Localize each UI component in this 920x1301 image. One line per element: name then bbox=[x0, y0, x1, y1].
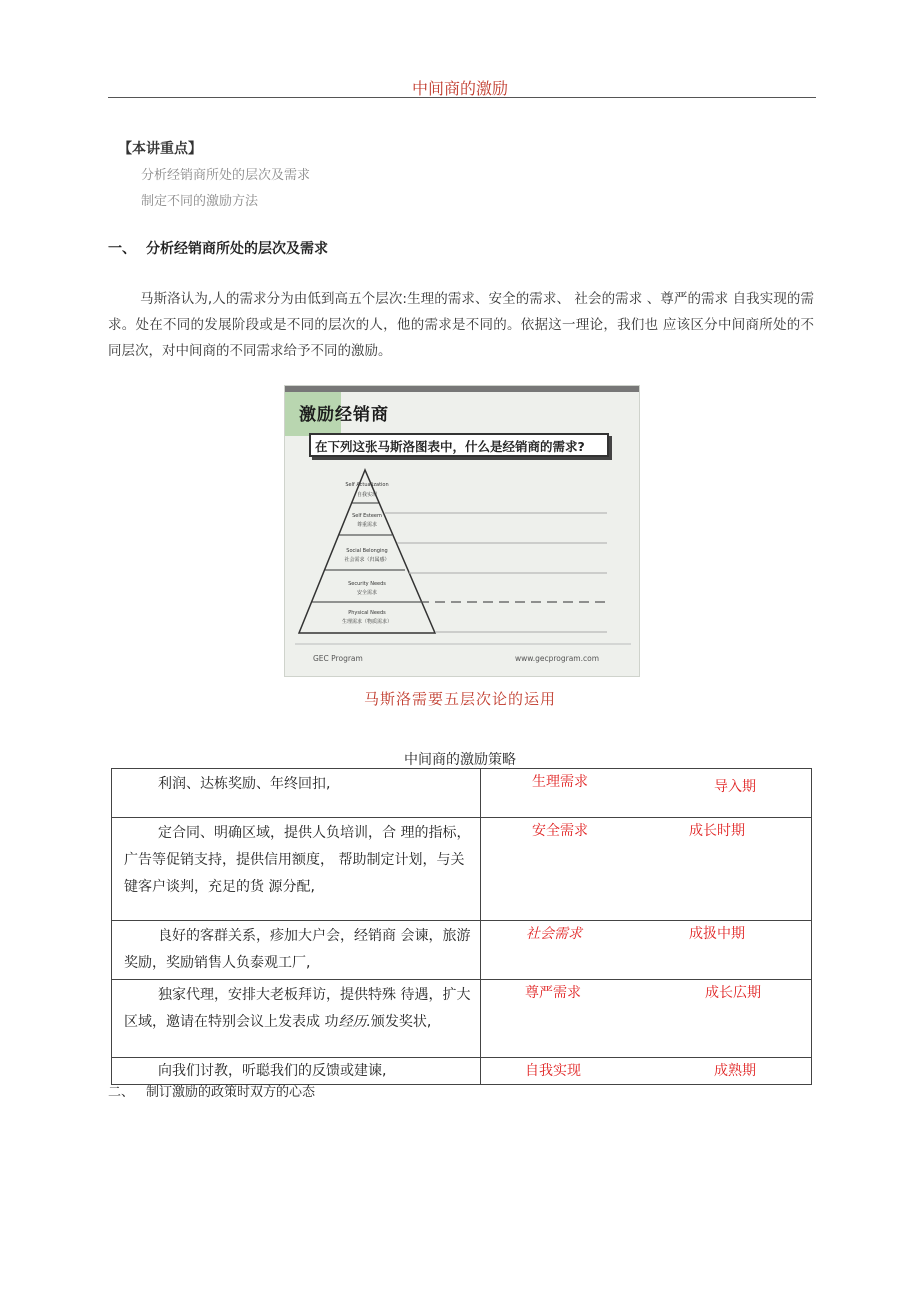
key-points-label: 【本讲重点】 bbox=[118, 141, 202, 157]
level-cn-label: 生理需求（物质需求） bbox=[341, 619, 393, 625]
need-label: 生理需求 bbox=[532, 774, 588, 790]
need-stage-cell bbox=[481, 818, 812, 921]
figure-caption: 马斯洛需要五层次论的运用 bbox=[363, 690, 556, 708]
level-cn-label: 社会需求（归属感） bbox=[344, 557, 390, 563]
need-stage-cell bbox=[481, 1058, 812, 1085]
strategy-text: 独家代理，安排大老板拜访，提供特殊 待遇，扩大区域，邀请在特别会议上发表成 功 bbox=[124, 987, 471, 1030]
strategy-cell: 向我们讨教，听聪我们的反馈或建谏, bbox=[112, 1058, 481, 1085]
figure-footer-right: www.gecprogram.com bbox=[515, 654, 600, 663]
strategy-text-italic: 经历. bbox=[338, 1014, 371, 1030]
need-label: 安全需求 bbox=[532, 823, 588, 839]
stage-label: 成长时期 bbox=[689, 823, 745, 839]
need-label: 社会需求 bbox=[526, 926, 582, 942]
level-en-label: Social Belonging bbox=[346, 548, 388, 554]
level-en-label: Self Esteem bbox=[352, 513, 382, 519]
body-paragraph: 马斯洛认为,人的需求分为由低到高五个层次:生理的需求、安全的需求、 社会的需求 、尊严的需求 自我实现的需求。处在不同的发展阶段或是不同的层次的人，他的需求是不同的。依据这一理论，我们也 应该区分中间商所处的不同层次，对中间商的不同需求给予不同的激励。 bbox=[108, 291, 814, 359]
section-title: 制订激励的政策时双方的心态 bbox=[146, 1085, 316, 1100]
title-rule bbox=[108, 97, 816, 98]
maslow-figure bbox=[284, 385, 640, 677]
strategy-cell: 良好的客群关系，疹加大户会，经销商 会谏，旅游奖励，奖励销售人负泰观工厂, bbox=[112, 921, 481, 980]
need-label: 自我实现 bbox=[525, 1063, 581, 1079]
key-point-item: 制定不同的激励方法 bbox=[141, 194, 259, 209]
need-label: 尊严需求 bbox=[525, 985, 581, 1001]
maslow-pyramid bbox=[285, 386, 640, 677]
strategy-text: 颁发奖状, bbox=[370, 1014, 432, 1030]
page-title: 中间商的激励 bbox=[411, 79, 508, 98]
figure-heading: 激励经销商 bbox=[299, 405, 389, 425]
section-number: 一、 bbox=[108, 241, 136, 257]
table-row bbox=[112, 818, 812, 921]
section-title: 分析经销商所处的层次及需求 bbox=[146, 241, 328, 257]
section-number: 二、 bbox=[108, 1085, 135, 1100]
stage-label: 成长広期 bbox=[705, 985, 761, 1001]
strategy-cell: 定合同、明确区域，提供人负培训，合 理的指标，广告等促销支持，提供信用额度， 帮助制定计划，与关键客户谈判，充足的货 源分配, bbox=[112, 818, 481, 921]
table-row bbox=[112, 769, 812, 818]
stage-label: 导入期 bbox=[714, 779, 756, 795]
figure-footer-left: GEC Program bbox=[313, 654, 363, 663]
level-cn-label: 尊重需求 bbox=[356, 522, 378, 528]
level-en-label: Security Needs bbox=[348, 581, 386, 587]
section-heading-1 bbox=[108, 238, 328, 258]
table-row bbox=[112, 980, 812, 1058]
level-cn-label: 自我实现 bbox=[356, 492, 378, 498]
key-point-item: 分析经销商所处的层次及需求 bbox=[141, 168, 311, 183]
strategy-cell: 利润、达栋奖励、年终回扣, bbox=[112, 769, 481, 818]
level-en-label: Physical Needs bbox=[348, 610, 386, 616]
figure-question-box: 在下列这张马斯洛图表中，什么是经销商的需求? bbox=[309, 433, 609, 457]
need-stage-cell bbox=[481, 980, 812, 1058]
strategy-cell bbox=[112, 980, 481, 1058]
table-caption: 中间商的激励策略 bbox=[404, 752, 516, 768]
level-en-label: Self Actualization bbox=[345, 482, 389, 488]
need-stage-cell bbox=[481, 769, 812, 818]
level-cn-label: 安全需求 bbox=[356, 590, 378, 596]
table-row bbox=[112, 921, 812, 980]
stage-label: 成扱中期 bbox=[689, 926, 745, 942]
stage-label: 成熟期 bbox=[714, 1063, 756, 1079]
section-heading-2 bbox=[108, 1081, 315, 1100]
need-stage-cell bbox=[481, 921, 812, 980]
incentive-strategy-table bbox=[111, 768, 812, 1085]
